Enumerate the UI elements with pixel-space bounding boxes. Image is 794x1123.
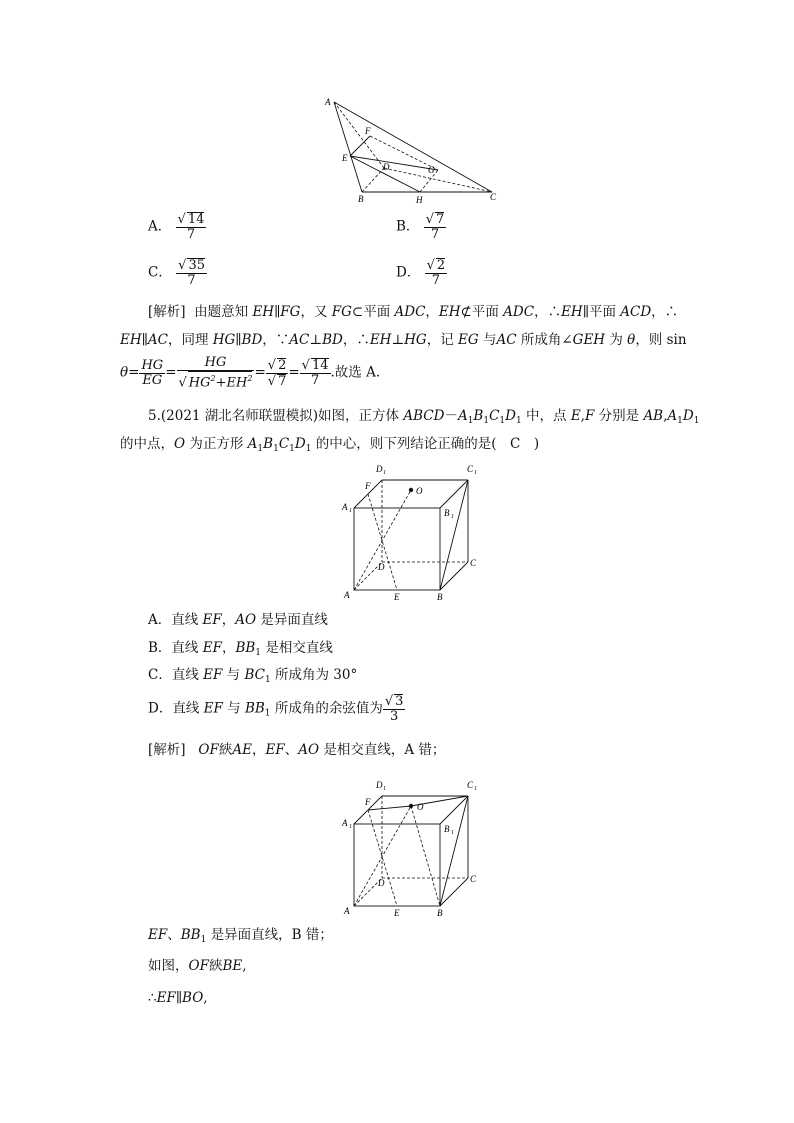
label-e: E xyxy=(342,153,348,163)
q5-option-b: B．直线 EF，$BB_1$ 是相交直线 xyxy=(148,640,333,658)
label-d: D xyxy=(383,162,390,172)
label-b: B xyxy=(358,194,364,204)
label-a: A xyxy=(325,97,331,107)
svg-text:1: 1 xyxy=(349,824,352,830)
q4-option-d: D． $\frac{√ 2}{7}$ xyxy=(396,258,446,288)
label-b1: B xyxy=(444,508,450,518)
label-f: F xyxy=(365,797,371,807)
label-c1: C xyxy=(467,780,474,790)
label-e: E xyxy=(394,592,400,602)
label-f: F xyxy=(365,126,371,136)
label-c: C xyxy=(470,874,477,884)
q5-option-c: C．直线 EF 与 $BC_1$ 所成角为 30° xyxy=(148,667,358,685)
label-a1: A xyxy=(342,502,348,512)
label-c: C xyxy=(470,558,477,568)
label-d1: D xyxy=(376,464,383,474)
q5-stem-line1: 5.(2021 湖北名师联盟模拟)如图，正方体 $ABCD-A_1B_1C_1D_1$ 中，点 E,F 分别是 $AB,A_1D_1$ xyxy=(148,408,700,426)
q4-analysis-formula: θ= $\frac{HG}{EG}$ = $\frac{HG}{√ HG^2+EH^2}$ = $\frac{√ 2}{√ 7}$ = $\frac{√ 14}{7}$ .故选 A. xyxy=(120,355,381,391)
label-b: B xyxy=(437,908,443,918)
label-b1: B xyxy=(444,824,450,834)
label-d: D xyxy=(378,878,385,888)
q5-analysis-line4: ∴EF∥BO, xyxy=(148,990,208,1006)
label-d1: D xyxy=(376,780,383,790)
label-g: G xyxy=(428,165,435,175)
svg-text:1: 1 xyxy=(451,830,454,836)
label-o: O xyxy=(417,802,424,812)
q5-stem-line2: 的中点，O 为正方形 $A_1B_1C_1D_1$ 的中心，则下列结论正确的是( C ) xyxy=(120,436,540,454)
svg-text:1: 1 xyxy=(451,514,454,520)
label-e: E xyxy=(394,908,400,918)
label-a: A xyxy=(344,590,350,600)
cube-figure-1 xyxy=(340,458,490,603)
q5-analysis-line2: EF、$BB_1$ 是异面直线，B 错； xyxy=(148,927,333,945)
label-c1: C xyxy=(467,464,474,474)
q5-option-d: D．直线 EF 与 $BB_1$ 所成角的余弦值为 $\frac{√ 3}{3}$ xyxy=(148,694,404,724)
label-b: B xyxy=(437,592,443,602)
svg-text:1: 1 xyxy=(383,786,386,792)
label-f: F xyxy=(365,481,371,491)
q4-option-b: B． $\frac{√ 7}{7}$ xyxy=(396,212,445,242)
label-d: D xyxy=(378,562,385,572)
label-o: O xyxy=(416,486,423,496)
svg-text:1: 1 xyxy=(383,470,386,476)
q5-analysis-line1: [解析] OF綊AE，EF、AO 是相交直线，A 错； xyxy=(148,742,446,758)
label-h: H xyxy=(416,195,423,205)
q4-option-a: A． $\frac{√ 14}{7}$ xyxy=(148,212,205,242)
q4-analysis-line2: EH∥AC，同理 HG∥BD，∵AC⊥BD，∴EH⊥HG，记 EG 与AC 所成角∠GEH 为 θ，则 sin xyxy=(120,332,687,348)
label-c: C xyxy=(490,192,497,202)
svg-text:1: 1 xyxy=(474,470,477,476)
tetrahedron-figure xyxy=(320,96,505,206)
cube-figure-2 xyxy=(340,774,490,919)
svg-text:1: 1 xyxy=(474,786,477,792)
label-a: A xyxy=(344,906,350,916)
label-a1: A xyxy=(342,818,348,828)
q4-option-c: C． $\frac{√ 35}{7}$ xyxy=(148,258,205,288)
q5-option-a: A．直线 EF，AO 是异面直线 xyxy=(148,612,328,628)
svg-text:1: 1 xyxy=(349,508,352,514)
q5-analysis-line3: 如图，OF綊BE, xyxy=(148,958,247,974)
q4-analysis-line1: [解析] 由题意知 EH∥FG，又 FG⊂平面 ADC，EH⊄平面 ADC，∴EH∥平面 ACD，∴ xyxy=(148,304,679,320)
